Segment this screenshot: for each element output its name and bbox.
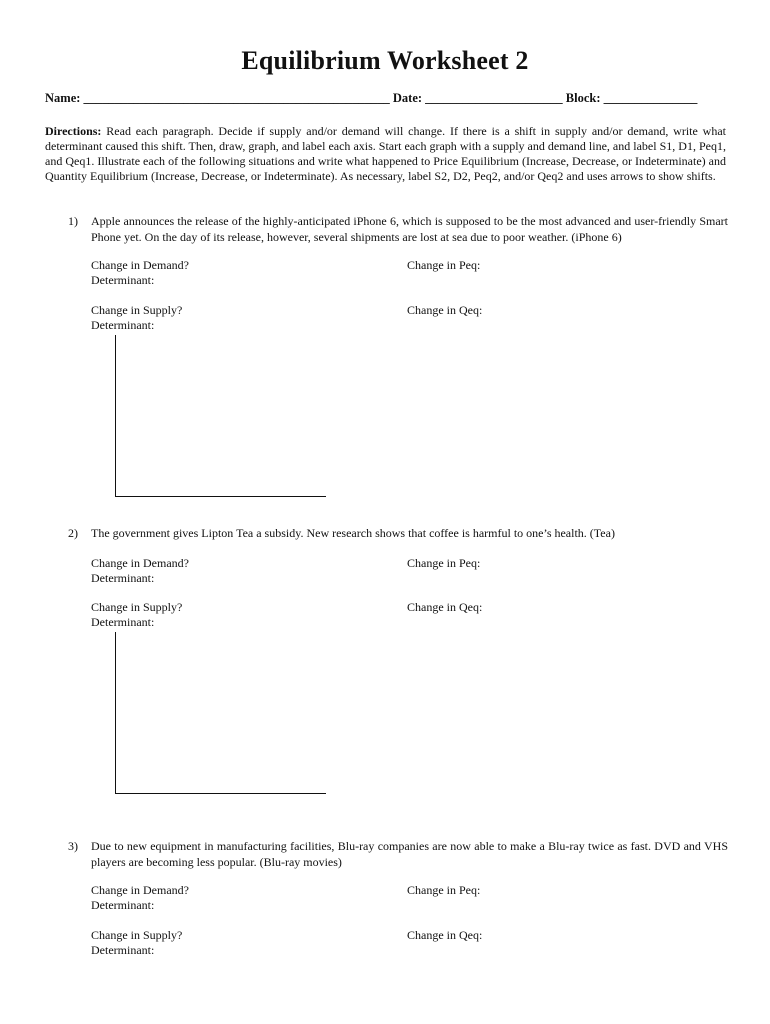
page-title: Equilibrium Worksheet 2 bbox=[241, 46, 529, 75]
name-date-block-line: Name: _________________________________________________ Date: ______________________ Block: _______________ bbox=[45, 91, 698, 105]
change-supply-label: Change in Supply? bbox=[91, 303, 183, 317]
determinant-label: Determinant: bbox=[91, 898, 155, 912]
question-1 bbox=[68, 213, 728, 245]
determinant-label: Determinant: bbox=[91, 615, 155, 629]
directions-paragraph bbox=[45, 124, 726, 184]
determinant-label: Determinant: bbox=[91, 318, 155, 332]
question-text: The government gives Lipton Tea a subsidy. New research shows that coffee is harmful to one’s health. (Tea) bbox=[91, 526, 615, 540]
change-demand-label: Change in Demand? bbox=[91, 556, 189, 570]
graph-axes bbox=[115, 335, 326, 497]
question-3 bbox=[68, 838, 728, 870]
question-text: Due to new equipment in manufacturing facilities, Blu-ray companies are now able to make a Blu-ray twice as fast. DVD and VHS players are becoming less popular. (Blu-ray movies) bbox=[91, 839, 728, 869]
question-2 bbox=[68, 525, 728, 541]
change-qeq-label: Change in Qeq: bbox=[407, 303, 483, 317]
change-peq-label: Change in Peq: bbox=[407, 883, 481, 897]
change-supply-label: Change in Supply? bbox=[91, 928, 183, 942]
determinant-label: Determinant: bbox=[91, 571, 155, 585]
change-peq-label: Change in Peq: bbox=[407, 258, 481, 272]
change-peq-label: Change in Peq: bbox=[407, 556, 481, 570]
change-demand-label: Change in Demand? bbox=[91, 258, 189, 272]
question-text: Apple announces the release of the highly-anticipated iPhone 6, which is supposed to be the most advanced and user-friendly Smart Phone yet. On the day of its release, however, several shipments are lost at sea due to poor weather. (iPhone 6) bbox=[91, 214, 728, 244]
determinant-label: Determinant: bbox=[91, 273, 155, 287]
question-number: 1) bbox=[68, 214, 78, 228]
graph-axes bbox=[115, 632, 326, 794]
change-qeq-label: Change in Qeq: bbox=[407, 600, 483, 614]
question-number: 2) bbox=[68, 526, 78, 540]
determinant-label: Determinant: bbox=[91, 943, 155, 957]
question-number: 3) bbox=[68, 839, 78, 853]
directions-text: Read each paragraph. Decide if supply and/or demand will change. If there is a shift in supply and/or demand, write what determinant caused this shift. Then, draw, graph, and label each axis. Start each graph with a supply and demand line, and label S1, D1, Peq1, and Qeq1. Illustrate each of the following situations and write what happened to Price Equilibrium (Increase, Decrease, or Indeterminate) and Quantity Equilibrium (Increase, Decrease, or Indeterminate). As necessary, label S2, D2, Peq2, and/or Qeq2 and uses arrows to show shifts. bbox=[45, 124, 726, 183]
change-qeq-label: Change in Qeq: bbox=[407, 928, 483, 942]
change-demand-label: Change in Demand? bbox=[91, 883, 189, 897]
change-supply-label: Change in Supply? bbox=[91, 600, 183, 614]
directions-label: Directions: bbox=[45, 124, 102, 138]
